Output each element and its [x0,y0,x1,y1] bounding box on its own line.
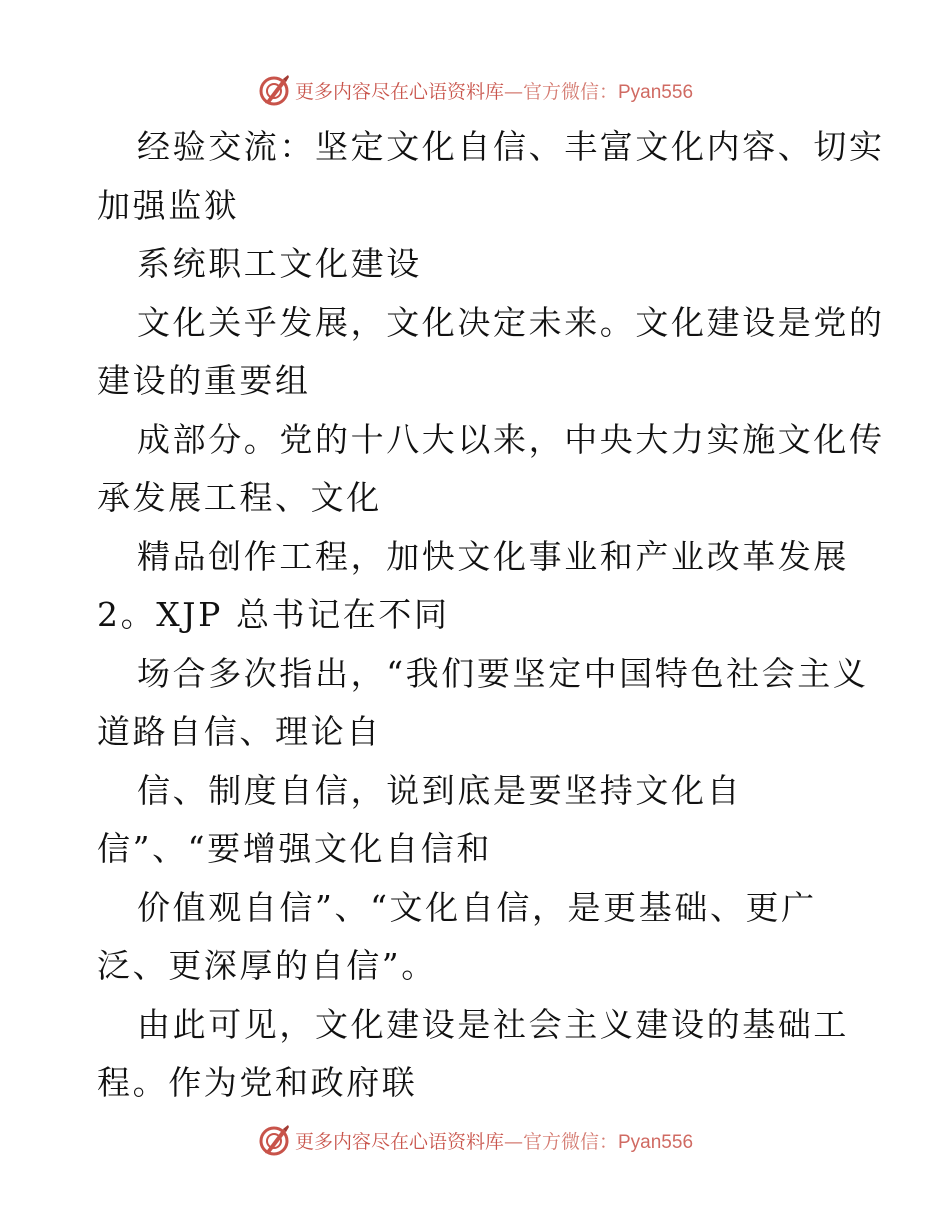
text-line: 2。XJP 总书记在不同 [97,595,450,634]
text-line: 文化关乎发展，文化决定未来。文化建设是党的 [137,302,885,342]
text-line: 承发展工程、文化 [97,478,382,517]
text-line: 经验交流：坚定文化自信、丰富文化内容、切实 [137,127,885,166]
text-line: 加强监狱 [97,185,240,225]
text-line: 信、制度自信，说到底是要坚持文化自 [137,770,743,810]
footer-banner-text [295,1127,693,1154]
text-line: 信”、“要增强文化自信和 [97,829,492,868]
quill-logo-icon [257,1123,291,1157]
footer-banner-dash: — [503,1130,523,1153]
header-banner-account: Pyan556 [618,81,694,103]
header-banner-dash: — [503,80,523,103]
footer-banner-account: Pyan556 [618,1131,694,1153]
text-line: 泛、更深厚的自信”。 [97,946,437,985]
text-line: 程。作为党和政府联 [97,1063,418,1102]
header-banner-title: 更多内容尽在心语资料库 [294,80,504,103]
text-line: 建设的重要组 [97,361,311,400]
footer-banner [0,1120,950,1160]
header-banner [0,70,950,110]
text-line: 道路自信、理论自 [97,712,382,751]
footer-banner-sub: 官方微信： [522,1130,618,1153]
text-line: 系统职工文化建设 [137,244,422,283]
text-line: 精品创作工程，加快文化事业和产业改革发展 [137,536,849,576]
text-line: 成部分。党的十八大以来，中央大力实施文化传 [137,419,885,459]
text-line: 由此可见，文化建设是社会主义建设的基础工 [137,1004,849,1044]
quill-logo-icon [257,73,291,107]
header-banner-text [295,77,693,104]
body-text [97,118,885,1113]
text-line: 价值观自信”、“文化自信，是更基础、更广 [137,887,817,927]
header-banner-sub: 官方微信： [522,80,618,103]
footer-banner-title: 更多内容尽在心语资料库 [294,1130,504,1153]
text-line: 场合多次指出，“我们要坚定中国特色社会主义 [137,653,869,693]
